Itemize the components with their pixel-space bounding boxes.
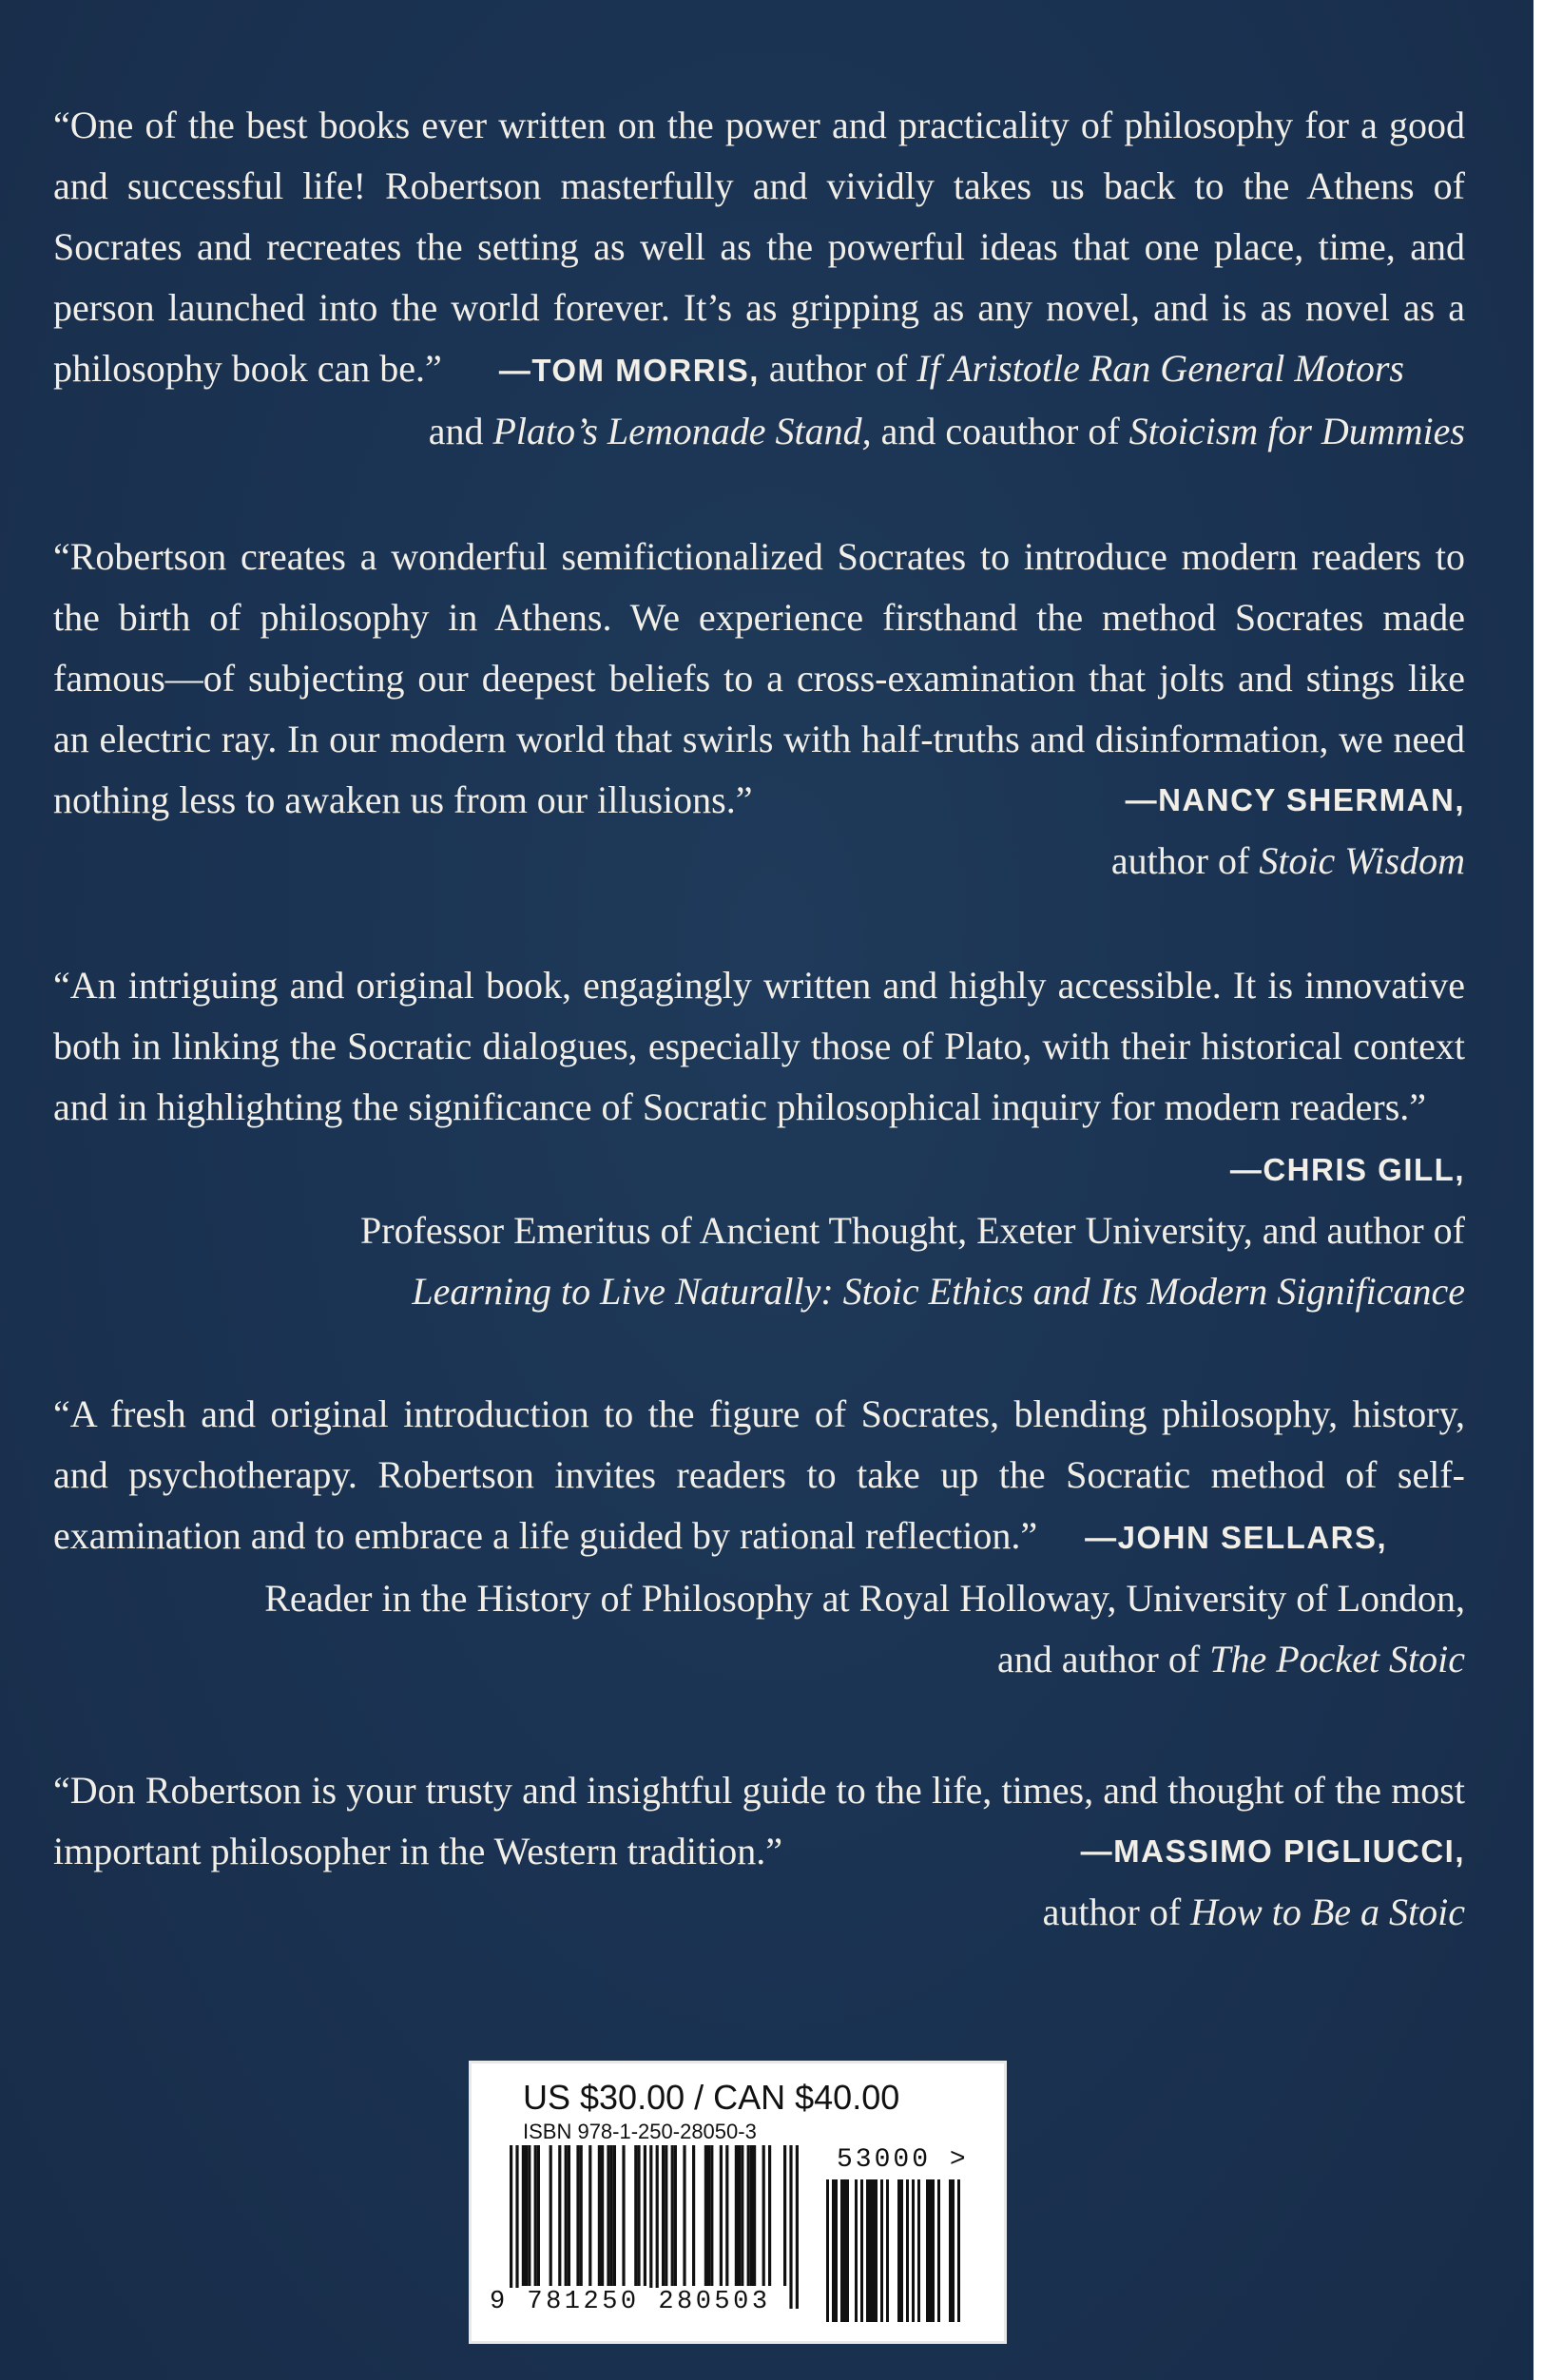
barcode-bar <box>634 2145 637 2286</box>
blurb-nancy-sherman <box>53 527 1465 892</box>
barcode-bar <box>613 2145 616 2286</box>
barcode-bar <box>576 2145 579 2286</box>
blurb-quote-text: “Robertson creates a wonderful semifictionalized Socrates to introduce modern readers to the birth of philosophy in Athens. We experience firsthand the method Socrates made famous—of subjecting our deepest beliefs to a cross-examination that jolts and stings like an electric ray. In our modern world that swirls with half-truths and disinformation, we need nothing less to awaken us from our illusions.” —NANCY SHERMAN, <box>53 527 1465 831</box>
barcode-bar <box>537 2145 540 2286</box>
blurb-author-name: —TOM MORRIS, <box>498 353 760 388</box>
blurb-author-name: —CHRIS GILL, <box>1229 1152 1465 1187</box>
barcode-bar <box>522 2145 525 2286</box>
blurb-john-sellars <box>53 1384 1465 1690</box>
barcode-bar <box>662 2145 665 2286</box>
barcode-bar <box>741 2145 743 2286</box>
barcode-bar <box>588 2145 591 2286</box>
barcode-bar <box>665 2145 667 2286</box>
barcode-bar <box>637 2145 640 2286</box>
barcode-bar <box>750 2145 753 2286</box>
blurb-quote-text: “Don Robertson is your trusty and insightful guide to the life, times, and thought of the most important philosopher in the Western tradition.” —MASSIMO PIGLIUCCI, <box>53 1760 1465 1882</box>
book-title: Stoic Wisdom <box>1259 839 1465 882</box>
barcode-bar <box>738 2145 741 2286</box>
barcode-bar <box>900 2179 903 2322</box>
barcode-bar <box>869 2179 872 2322</box>
barcode-bar <box>747 2145 750 2286</box>
barcode-bar <box>768 2145 771 2286</box>
blurb-quote-text: “An intriguing and original book, engagingly written and highly accessible. It is innovative both in linking the Socratic dialogues, especially those of Plato, with their historical context and in highlighting the significance of Socratic philosophical inquiry for modern readers.” <box>53 964 1465 1128</box>
book-title: Stoicism for Dummies <box>1128 410 1465 452</box>
barcode-label <box>469 2061 1007 2344</box>
barcode-bar <box>932 2179 935 2322</box>
book-title: Plato’s Lemonade Stand, <box>492 410 872 452</box>
barcode-bar <box>550 2145 552 2286</box>
blurb-attribution: author of Stoic Wisdom <box>1110 839 1465 882</box>
barcode-bar <box>558 2145 561 2286</box>
barcode-bar <box>906 2179 909 2322</box>
blurb-author-name: —MASSIMO PIGLIUCCI, <box>1080 1833 1465 1869</box>
price-text: US $30.00 / CAN $40.00 <box>523 2078 900 2117</box>
barcode-bar <box>704 2145 707 2286</box>
blurb-author-line <box>53 1138 1465 1200</box>
barcode-bar <box>580 2145 583 2286</box>
blurb-tom-morris <box>53 95 1465 462</box>
blurb-attribution <box>53 1261 1465 1322</box>
barcode-bar <box>843 2179 846 2322</box>
barcode-bar <box>607 2145 609 2286</box>
barcode-bar <box>912 2179 915 2322</box>
blurb-quote-text: “A fresh and original introduction to the figure of Socrates, blending philosophy, history, and psychotherapy. Robertson invites readers to take up the Socratic method of self-examination and to embrace a life guided by rational reflection.” —JOHN SELLARS, <box>53 1392 1465 1557</box>
barcode-bar <box>762 2145 765 2286</box>
isbn-text: ISBN 978-1-250-28050-3 <box>523 2120 757 2143</box>
barcode-bar <box>683 2145 685 2286</box>
barcode-bar <box>846 2179 849 2322</box>
blurb-attribution: author of How to Be a Stoic <box>1042 1891 1465 1933</box>
blurb-quote-text: “One of the best books ever written on the power and practicality of philosophy for a good and successful life! Robertson masterfully and vividly takes us back to the Athens of Socrates and recreates the setting as well as the powerful ideas that one place, time, and person launched into the world forever. It’s as gripping as any novel, and is as novel as a philosophy book can be.” —TOM MORRIS, author of If Aristotle Ran General Motors <box>53 104 1465 390</box>
barcode-bar <box>875 2179 878 2322</box>
barcode-bar <box>598 2145 601 2286</box>
blurb-attribution: and author of The Pocket Stoic <box>996 1638 1465 1680</box>
barcode-bar <box>860 2179 863 2322</box>
barcode-bar <box>515 2145 518 2309</box>
price-addon-text: 53000 > <box>837 2145 969 2175</box>
book-title: Learning to Live Naturally: Stoic Ethics and Its Modern Significance <box>412 1270 1465 1313</box>
barcode-digits: 9 781250 280503 <box>490 2288 771 2316</box>
barcode-bar <box>826 2179 829 2322</box>
page-edge <box>1533 0 1543 2380</box>
barcode-bar <box>917 2179 920 2322</box>
barcode-bar <box>796 2145 799 2309</box>
barcode-bar <box>832 2179 835 2322</box>
barcode-bar <box>725 2145 728 2286</box>
blurb-massimo-pigliucci <box>53 1760 1465 1943</box>
barcode-bar <box>840 2179 843 2322</box>
barcode-bar <box>528 2145 530 2286</box>
barcode-bar <box>949 2179 952 2322</box>
blurb-attribution: and Plato’s Lemonade Stand, and coauthor of Stoicism for Dummies <box>428 410 1465 452</box>
barcode-bar <box>720 2145 723 2286</box>
barcode-bar <box>835 2179 838 2322</box>
barcode-bar <box>568 2145 570 2286</box>
barcode-bar <box>872 2179 875 2322</box>
barcode-bar <box>735 2145 738 2286</box>
barcode-bar <box>789 2145 792 2309</box>
barcode-bar <box>783 2145 786 2286</box>
barcode-bar <box>929 2179 932 2322</box>
blurb-author-name: —JOHN SELLARS, <box>1085 1520 1388 1555</box>
barcode-bar <box>886 2179 889 2322</box>
book-title: If Aristotle Ran General Motors <box>916 347 1404 390</box>
barcode-bar <box>710 2145 713 2286</box>
barcode-bar <box>622 2145 625 2286</box>
barcode-bar <box>610 2145 613 2286</box>
barcode-bar <box>937 2179 940 2322</box>
barcode-bar <box>601 2145 604 2286</box>
barcode-bar <box>510 2145 512 2309</box>
barcode-bar <box>674 2145 677 2286</box>
barcode-bar <box>926 2179 929 2322</box>
barcode-bar <box>671 2145 674 2286</box>
book-title: The Pocket Stoic <box>1209 1638 1465 1680</box>
barcode-bar <box>649 2145 652 2309</box>
price-addon-barcode <box>823 2179 966 2324</box>
blurb-chris-gill <box>53 955 1465 1322</box>
barcode-bar <box>880 2179 883 2322</box>
blurb-author-name: —NANCY SHERMAN, <box>1125 782 1465 817</box>
barcode-bar <box>565 2145 568 2286</box>
barcode-bar <box>855 2179 858 2322</box>
blurb-attribution: Professor Emeritus of Ancient Thought, Exeter University, and author of <box>360 1209 1465 1252</box>
book-title: How to Be a Stoic <box>1190 1891 1465 1933</box>
barcode-bar <box>644 2145 646 2286</box>
blurb-attribution: Reader in the History of Philosophy at Royal Holloway, University of London, <box>264 1577 1465 1620</box>
barcode-bar <box>957 2179 960 2322</box>
barcode-bar <box>656 2145 659 2309</box>
barcode-bar <box>753 2145 756 2286</box>
barcode-bar <box>952 2179 955 2322</box>
barcode-bar <box>692 2145 695 2286</box>
barcode-bar <box>525 2145 528 2286</box>
barcode-bar <box>534 2145 537 2286</box>
barcode-bar <box>897 2179 900 2322</box>
barcode-bar <box>866 2179 869 2322</box>
barcode-bar <box>707 2145 710 2286</box>
